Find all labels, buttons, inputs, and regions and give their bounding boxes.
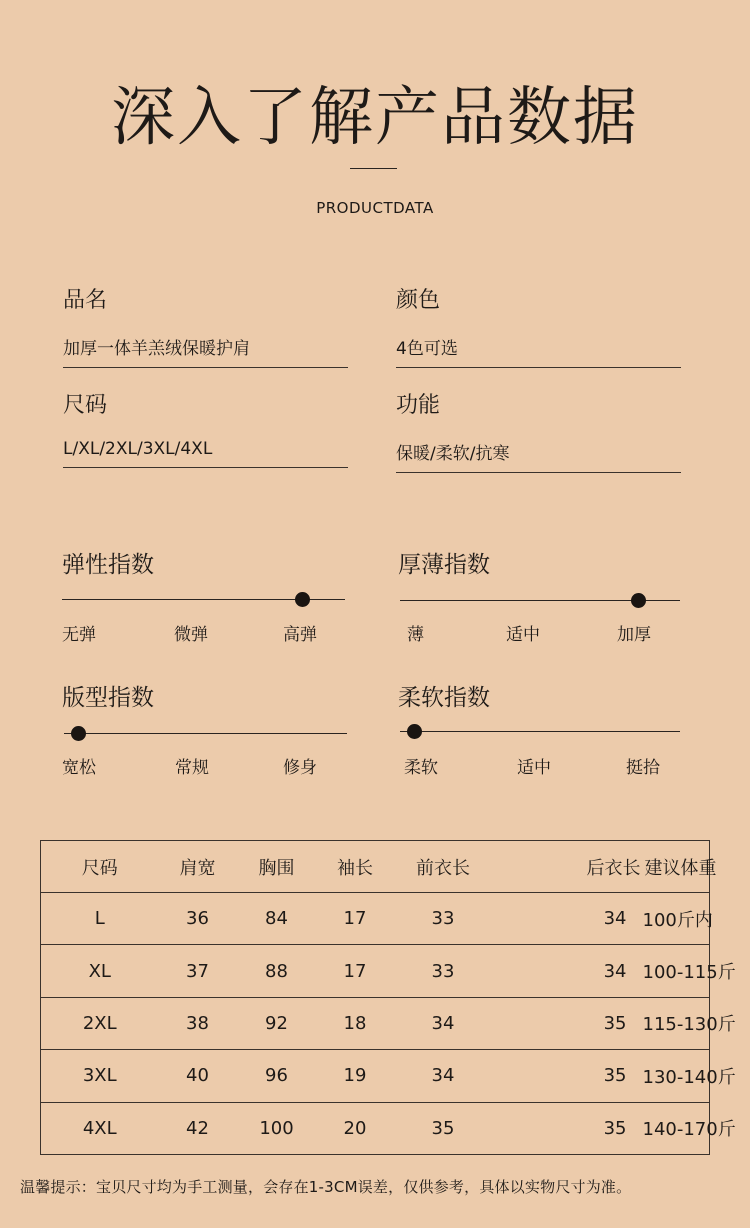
elasticity-index <box>62 546 347 686</box>
spec-value: 加厚一体羊羔绒保暖护肩 <box>63 334 348 368</box>
table-cell: 84 <box>237 893 317 945</box>
table-cell: 35 <box>493 1050 643 1102</box>
table-cell: 96 <box>237 1050 317 1102</box>
spec-color <box>396 286 681 368</box>
index-tick: 高弹 <box>283 625 317 645</box>
table-cell: 19 <box>317 1050 394 1102</box>
index-tick: 加厚 <box>617 625 651 645</box>
index-label: 弹性指数 <box>62 552 154 578</box>
spec-value: L/XL/2XL/3XL/4XL <box>63 439 348 468</box>
index-label: 柔软指数 <box>398 685 490 711</box>
header-cell: 尺码 <box>41 841 159 893</box>
index-marker <box>295 592 310 607</box>
table-cell: 100斤内 <box>643 893 710 945</box>
table-cell: 100-115斤 <box>643 945 710 997</box>
index-marker <box>631 593 646 608</box>
index-tick: 修身 <box>283 758 317 778</box>
table-row <box>41 1050 710 1102</box>
index-tick: 微弹 <box>174 625 208 645</box>
page-subtitle: PRODUCTDATA <box>316 199 434 217</box>
table-cell: 35 <box>493 997 643 1049</box>
index-tick: 薄 <box>407 625 424 645</box>
index-tick: 适中 <box>517 758 551 778</box>
table-cell: 38 <box>159 997 237 1049</box>
index-tick: 常规 <box>175 758 209 778</box>
softness-index <box>398 679 683 819</box>
header-cell: 袖长 <box>317 841 394 893</box>
page-title: 深入了解产品数据 <box>111 81 639 155</box>
table-cell: 17 <box>317 893 394 945</box>
table-cell: 35 <box>493 1102 643 1154</box>
spec-function <box>396 391 681 473</box>
table-cell: 20 <box>317 1102 394 1154</box>
index-marker <box>407 724 422 739</box>
index-label: 厚薄指数 <box>398 552 490 578</box>
spec-size <box>63 391 348 468</box>
table-cell: 34 <box>394 997 493 1049</box>
header-cell: 前衣长 <box>394 841 493 893</box>
header-cell: 肩宽 <box>159 841 237 893</box>
table-cell: 4XL <box>41 1102 159 1154</box>
index-tick: 宽松 <box>62 758 96 778</box>
index-tick: 柔软 <box>404 758 438 778</box>
table-row <box>41 997 710 1049</box>
table-cell: 33 <box>394 893 493 945</box>
index-marker <box>71 726 86 741</box>
measurement-note: 温馨提示：宝贝尺寸均为手工测量，会存在1-3CM误差，仅供参考，具体以实物尺寸为准。 <box>20 1178 632 1196</box>
index-track <box>64 733 347 734</box>
header-cell: 后衣长 <box>493 841 643 893</box>
table-cell: 37 <box>159 945 237 997</box>
index-label: 版型指数 <box>62 685 154 711</box>
index-track <box>400 731 680 732</box>
table-cell: 33 <box>394 945 493 997</box>
table-cell: XL <box>41 945 159 997</box>
table-cell: 88 <box>237 945 317 997</box>
table-cell: 100 <box>237 1102 317 1154</box>
table-cell: 92 <box>237 997 317 1049</box>
index-tick: 挺拾 <box>626 758 660 778</box>
index-tick: 适中 <box>506 625 540 645</box>
table-cell: 40 <box>159 1050 237 1102</box>
table-cell: 34 <box>493 945 643 997</box>
table-cell: 18 <box>317 997 394 1049</box>
table-cell: 2XL <box>41 997 159 1049</box>
spec-value: 4色可选 <box>396 334 681 368</box>
table-cell: L <box>41 893 159 945</box>
table-cell: 115-130斤 <box>643 997 710 1049</box>
table-cell: 17 <box>317 945 394 997</box>
spec-label: 颜色 <box>396 288 441 313</box>
table-cell: 34 <box>394 1050 493 1102</box>
spec-label: 尺码 <box>63 393 108 418</box>
table-cell: 34 <box>493 893 643 945</box>
index-tick: 无弹 <box>62 625 96 645</box>
table-row <box>41 945 710 997</box>
thickness-index <box>398 546 683 686</box>
table-cell: 140-170斤 <box>643 1102 710 1154</box>
table-cell: 42 <box>159 1102 237 1154</box>
table-row <box>41 1102 710 1154</box>
table-cell: 130-140斤 <box>643 1050 710 1102</box>
size-table <box>40 840 736 1155</box>
table-header-row <box>41 841 710 893</box>
table-cell: 36 <box>159 893 237 945</box>
table-row <box>41 893 710 945</box>
table-cell: 3XL <box>41 1050 159 1102</box>
header-cell: 建议体重 <box>643 841 710 893</box>
fit-index <box>62 679 347 819</box>
spec-product-name <box>63 286 348 368</box>
spec-value: 保暖/柔软/抗寒 <box>396 439 681 473</box>
table-cell: 35 <box>394 1102 493 1154</box>
spec-label: 品名 <box>63 288 108 313</box>
header-cell: 胸围 <box>237 841 317 893</box>
spec-label: 功能 <box>396 393 441 418</box>
title-divider <box>350 168 397 169</box>
